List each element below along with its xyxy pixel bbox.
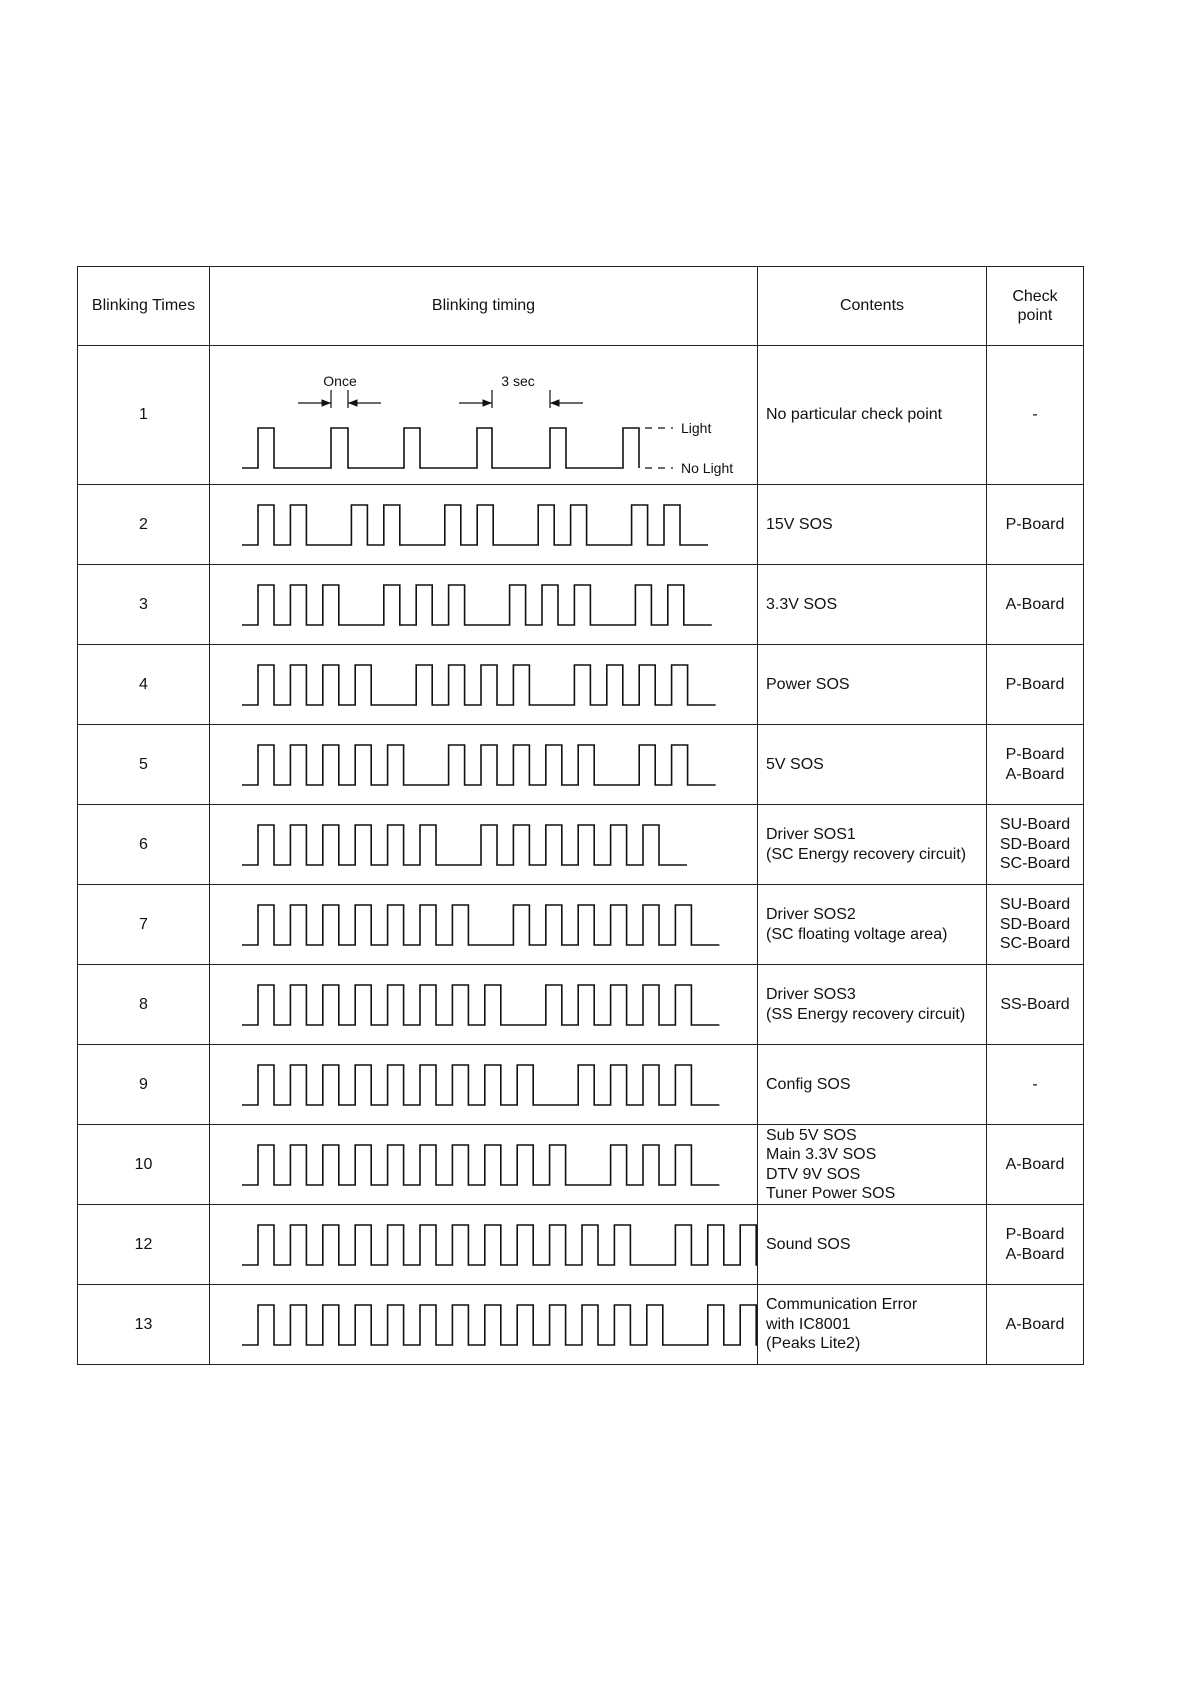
blinking-times-cell: 2 [78, 485, 210, 565]
table-row [78, 965, 1084, 1045]
blinking-times-cell: 9 [78, 1045, 210, 1125]
blinking-times-cell: 12 [78, 1205, 210, 1285]
blinking-timing-cell [210, 346, 758, 485]
blinking-timing-cell [210, 725, 758, 805]
table-row [78, 885, 1084, 965]
check-point-cell: A-Board [987, 565, 1084, 645]
waveform-trace [242, 1145, 719, 1185]
contents-cell: No particular check point [758, 346, 987, 485]
blink-waveform-13 [210, 1285, 757, 1364]
table-row [78, 1205, 1084, 1285]
blinking-timing-cell [210, 1205, 758, 1285]
blink-waveform-2 [210, 485, 757, 564]
contents-cell: 5V SOS [758, 725, 987, 805]
contents-cell: Config SOS [758, 1045, 987, 1125]
contents-cell: Sound SOS [758, 1205, 987, 1285]
waveform-trace [242, 428, 639, 468]
waveform-trace [242, 985, 719, 1025]
blinking-times-cell: 4 [78, 645, 210, 725]
waveform-trace [242, 505, 708, 545]
check-point-cell: P-Board A-Board [987, 1205, 1084, 1285]
table-row [78, 1285, 1084, 1365]
blink-waveform-3 [210, 565, 757, 644]
blinking-timing-cell [210, 885, 758, 965]
waveform-trace [242, 905, 719, 945]
contents-cell: Power SOS [758, 645, 987, 725]
check-point-cell: A-Board [987, 1125, 1084, 1205]
table-row [78, 1125, 1084, 1205]
waveform-trace [242, 745, 716, 785]
blink-waveform-5 [210, 725, 757, 804]
contents-cell: Sub 5V SOS Main 3.3V SOS DTV 9V SOS Tuner Power SOS [758, 1125, 987, 1205]
waveform-trace [242, 1225, 757, 1265]
contents-cell: Driver SOS3 (SS Energy recovery circuit) [758, 965, 987, 1045]
blink-waveform-9 [210, 1045, 757, 1124]
blink-waveform-7 [210, 885, 757, 964]
blinking-times-cell: 6 [78, 805, 210, 885]
blink-waveform-6 [210, 805, 757, 884]
blinking-times-cell: 3 [78, 565, 210, 645]
blink-waveform-10 [210, 1125, 757, 1204]
blinking-times-cell: 8 [78, 965, 210, 1045]
table-row [78, 565, 1084, 645]
table-row [78, 805, 1084, 885]
blinking-timing-cell [210, 1285, 758, 1365]
blinking-timing-cell [210, 565, 758, 645]
blinking-timing-cell [210, 805, 758, 885]
check-point-cell: SU-Board SD-Board SC-Board [987, 885, 1084, 965]
blink-waveform-1 [210, 346, 757, 484]
blinking-times-cell: 7 [78, 885, 210, 965]
blinking-times-cell: 13 [78, 1285, 210, 1365]
waveform-trace [242, 825, 687, 865]
blinking-timing-cell [210, 965, 758, 1045]
no-light-label: No Light [681, 460, 734, 476]
contents-cell: Driver SOS1 (SC Energy recovery circuit) [758, 805, 987, 885]
header-contents: Contents [758, 267, 987, 346]
table-row [78, 725, 1084, 805]
check-point-cell: SU-Board SD-Board SC-Board [987, 805, 1084, 885]
check-point-cell: SS-Board [987, 965, 1084, 1045]
table-row [78, 346, 1084, 485]
check-point-cell: P-Board [987, 645, 1084, 725]
contents-cell: Communication Error with IC8001 (Peaks Lite2) [758, 1285, 987, 1365]
blinking-timing-cell [210, 485, 758, 565]
blink-waveform-12 [210, 1205, 757, 1284]
blinking-times-cell: 5 [78, 725, 210, 805]
once-label: Once [323, 373, 357, 389]
waveform-trace [242, 665, 716, 705]
header-blinking-times: Blinking Times [78, 267, 210, 346]
blinking-timing-cell [210, 1045, 758, 1125]
check-point-cell: - [987, 346, 1084, 485]
blinking-sos-table [77, 266, 1084, 1365]
check-point-cell: A-Board [987, 1285, 1084, 1365]
header-check-point: Check point [987, 267, 1084, 346]
check-point-cell: P-Board [987, 485, 1084, 565]
blinking-times-cell: 10 [78, 1125, 210, 1205]
check-point-cell: P-Board A-Board [987, 725, 1084, 805]
light-label: Light [681, 420, 712, 436]
blinking-timing-cell [210, 645, 758, 725]
table-row [78, 485, 1084, 565]
blink-waveform-4 [210, 645, 757, 724]
three-sec-label: 3 sec [501, 373, 535, 389]
contents-cell: 15V SOS [758, 485, 987, 565]
blinking-times-cell: 1 [78, 346, 210, 485]
header-blinking-timing: Blinking timing [210, 267, 758, 346]
blink-waveform-8 [210, 965, 757, 1044]
check-point-cell: - [987, 1045, 1084, 1125]
contents-cell: 3.3V SOS [758, 565, 987, 645]
table-row [78, 1045, 1084, 1125]
blinking-timing-cell [210, 1125, 758, 1205]
waveform-trace [242, 585, 712, 625]
waveform-trace [242, 1065, 719, 1105]
contents-cell: Driver SOS2 (SC floating voltage area) [758, 885, 987, 965]
table-row [78, 645, 1084, 725]
waveform-trace [242, 1305, 757, 1345]
table-header-row [78, 267, 1084, 346]
